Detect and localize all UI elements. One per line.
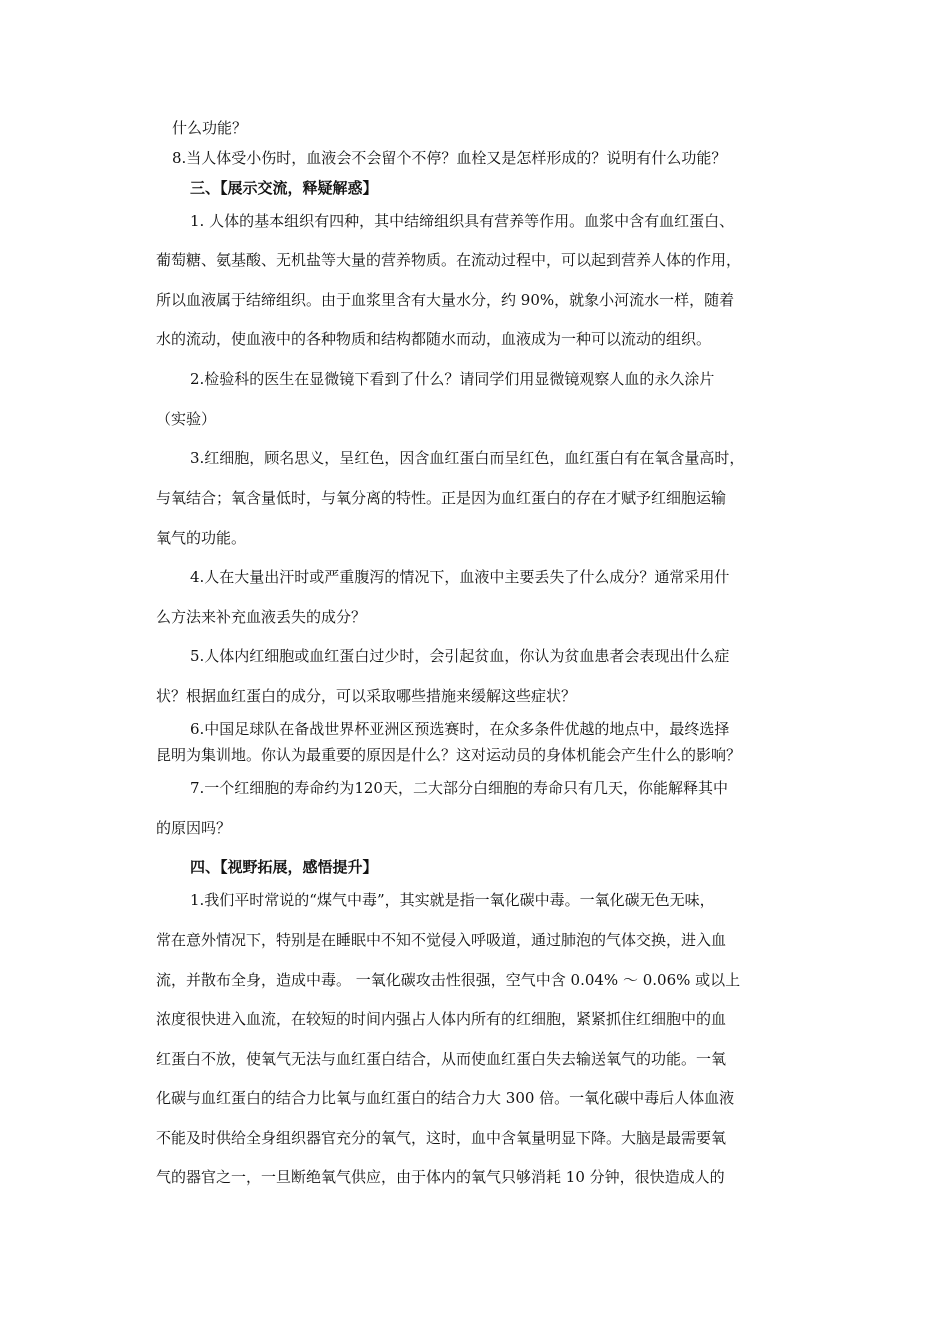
text-line: （实验） — [156, 410, 217, 428]
text-line: 的原因吗？ — [156, 819, 232, 837]
text-line: 不能及时供给全身组织器官充分的氧气，这时，血中含氧量明显下降。大脑是最需要氧 — [156, 1129, 727, 1147]
text-line: 3.红细胞，顾名思义，呈红色，因含血红蛋白而呈红色，血红蛋白有在氧含量高时， — [190, 449, 745, 467]
text-line: 水的流动，使血液中的各种物质和结构都随水而动，血液成为一种可以流动的组织。 — [156, 330, 712, 348]
text-line: 1.我们平时常说的“煤气中毒”，其实就是指一氧化碳中毒。一氧化碳无色无味， — [190, 891, 715, 909]
text-line: 红蛋白不放，使氧气无法与血红蛋白结合，从而使血红蛋白失去输送氧气的功能。一氧 — [156, 1050, 727, 1068]
text-line: 与氧结合；氧含量低时，与氧分离的特性。正是因为血红蛋白的存在才赋予红细胞运输 — [156, 489, 727, 507]
text-line: 7.一个红细胞的寿命约为120天，二大部分白细胞的寿命只有几天，你能解释其中 — [190, 779, 728, 797]
text-line: 流，并散布全身，造成中毒。 一氧化碳攻击性很强，空气中含 0.04% ～ 0.06% 或以上 — [156, 971, 741, 989]
text-line: 什么功能？ — [172, 119, 248, 137]
text-line: 1. 人体的基本组织有四种，其中结缔组织具有营养等作用。血浆中含有血红蛋白、 — [190, 212, 735, 230]
text-line: 4.人在大量出汗时或严重腹泻的情况下，血液中主要丢失了什么成分？通常采用什 — [190, 568, 730, 586]
text-line: 氧气的功能。 — [156, 529, 247, 547]
text-line: 化碳与血红蛋白的结合力比氧与血红蛋白的结合力大 300 倍。一氧化碳中毒后人体血液 — [156, 1089, 735, 1107]
text-line: 所以血液属于结缔组织。由于血浆里含有大量水分，约 90%，就象小河流水一样，随着 — [156, 291, 735, 309]
text-line: 葡萄糖、氨基酸、无机盐等大量的营养物质。在流动过程中，可以起到营养人体的作用， — [156, 251, 742, 269]
text-line: 8.当人体受小伤时，血液会不会留个不停？血栓又是怎样形成的？说明有什么功能？ — [172, 149, 727, 167]
text-line: 2.检验科的医生在显微镜下看到了什么？请同学们用显微镜观察人血的永久涂片 — [190, 370, 715, 388]
text-line: 气的器官之一，一旦断绝氧气供应，由于体内的氧气只够消耗 10 分钟，很快造成人的 — [156, 1168, 725, 1186]
text-line: 状？根据血红蛋白的成分，可以采取哪些措施来缓解这些症状？ — [156, 687, 577, 705]
section-heading: 四、【视野拓展，感悟提升】 — [190, 858, 378, 876]
text-line: 常在意外情况下，特别是在睡眠中不知不觉侵入呼吸道，通过肺泡的气体交换，进入血 — [156, 931, 727, 949]
section-heading: 三、【展示交流，释疑解惑】 — [190, 179, 378, 197]
text-line: 么方法来补充血液丢失的成分？ — [156, 608, 367, 626]
text-line: 5.人体内红细胞或血红蛋白过少时，会引起贫血，你认为贫血患者会表现出什么症 — [190, 647, 730, 665]
text-line: 昆明为集训地。你认为最重要的原因是什么？这对运动员的身体机能会产生什么的影响？ — [156, 746, 742, 764]
text-line: 浓度很快进入血流，在较短的时间内强占人体内所有的红细胞，紧紧抓住红细胞中的血 — [156, 1010, 727, 1028]
text-line: 6.中国足球队在备战世界杯亚洲区预选赛时，在众多条件优越的地点中，最终选择 — [190, 720, 730, 738]
